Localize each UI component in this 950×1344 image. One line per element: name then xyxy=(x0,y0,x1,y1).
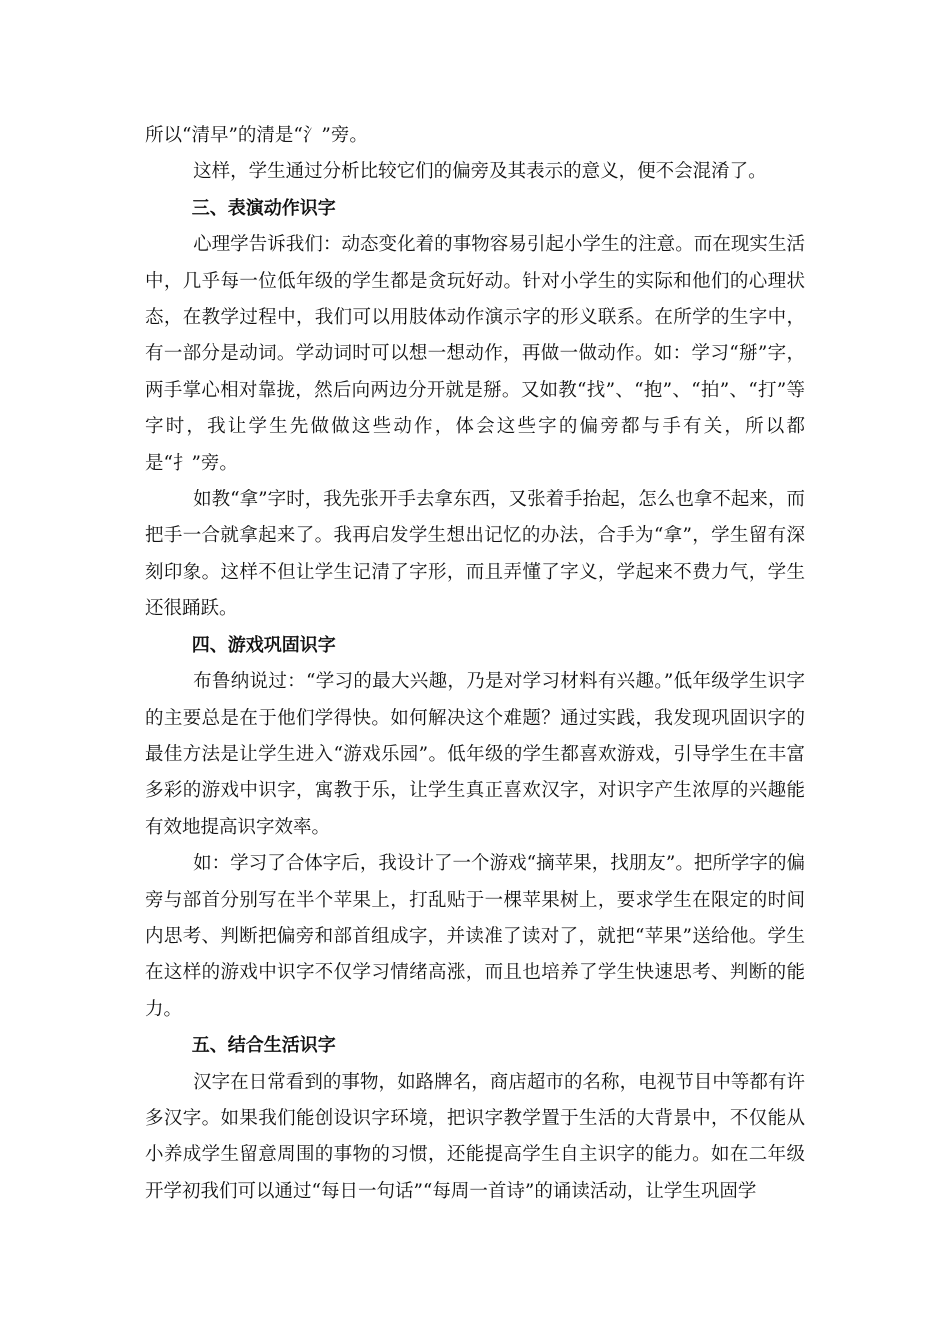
paragraph: 如教“拿”字时，我先张开手去拿东西，又张着手抬起，怎么也拿不起来，而把手一合就拿起来了。我再启发学生想出记忆的办法，合手为“拿”，学生留有深刻印象。这样不但让学生记清了字形，而且弄懂了字义，学起来不费力气，学生还很踊跃。 xyxy=(145,489,805,620)
paragraph: 心理学告诉我们：动态变化着的事物容易引起小学生的注意。而在现实生活中，几乎每一位低年级的学生都是贪玩好动。针对小学生的实际和他们的心理状态，在教学过程中，我们可以用肢体动作演示字的形义联系。在所学的生字中，有一部分是动词。学动词时可以想一想动作，再做一做动作。如：学习“掰”字，两手掌心相对靠拢，然后向两边分开就是掰。又如教“找”、“抱”、“拍”、“打”等字时，我让学生先做做这些动作，体会这些字的偏旁都与手有关，所以都是“扌”旁。 xyxy=(145,234,805,474)
section-heading: 四、游戏巩固识字 xyxy=(191,634,336,656)
paragraph: 汉字在日常看到的事物，如路牌名，商店超市的名称，电视节目中等都有许多汉字。如果我们能创设识字环境，把识字教学置于生活的大背景中，不仅能从小养成学生留意周围的事物的习惯，还能提高学生自主识字的能力。如在二年级开学初我们可以通过“每日一句话”“每周一首诗”的诵读活动，让学生巩固学 xyxy=(145,1071,805,1202)
paragraph: 所以“清早”的清是“氵”旁。 xyxy=(145,125,368,146)
paragraph: 布鲁纳说过：“学习的最大兴趣，乃是对学习材料有兴趣。”低年级学生识字的主要总是在于他们学得快。如何解决这个难题？通过实践，我发现巩固识字的最佳方法是让学生进入“游戏乐园”。低年级的学生都喜欢游戏，引导学生在丰富多彩的游戏中识字，寓教于乐，让学生真正喜欢汉字，对识字产生浓厚的兴趣能有效地提高识字效率。 xyxy=(145,671,805,838)
section-heading: 三、表演动作识字 xyxy=(191,197,336,219)
section-heading: 五、结合生活识字 xyxy=(191,1035,336,1057)
paragraph: 如：学习了合体字后，我设计了一个游戏“摘苹果，找朋友”。把所学字的偏旁与部首分别写在半个苹果上，打乱贴于一棵苹果树上，要求学生在限定的时间内思考、判断把偏旁和部首组成字，并读准了读对了，就把“苹果”送给他。学生在这样的游戏中识字不仅学习情绪高涨，而且也培养了学生快速思考、判断的能力。 xyxy=(145,853,805,1020)
document-body xyxy=(145,118,805,1210)
paragraph: 这样，学生通过分析比较它们的偏旁及其表示的意义，便不会混淆了。 xyxy=(193,161,767,183)
